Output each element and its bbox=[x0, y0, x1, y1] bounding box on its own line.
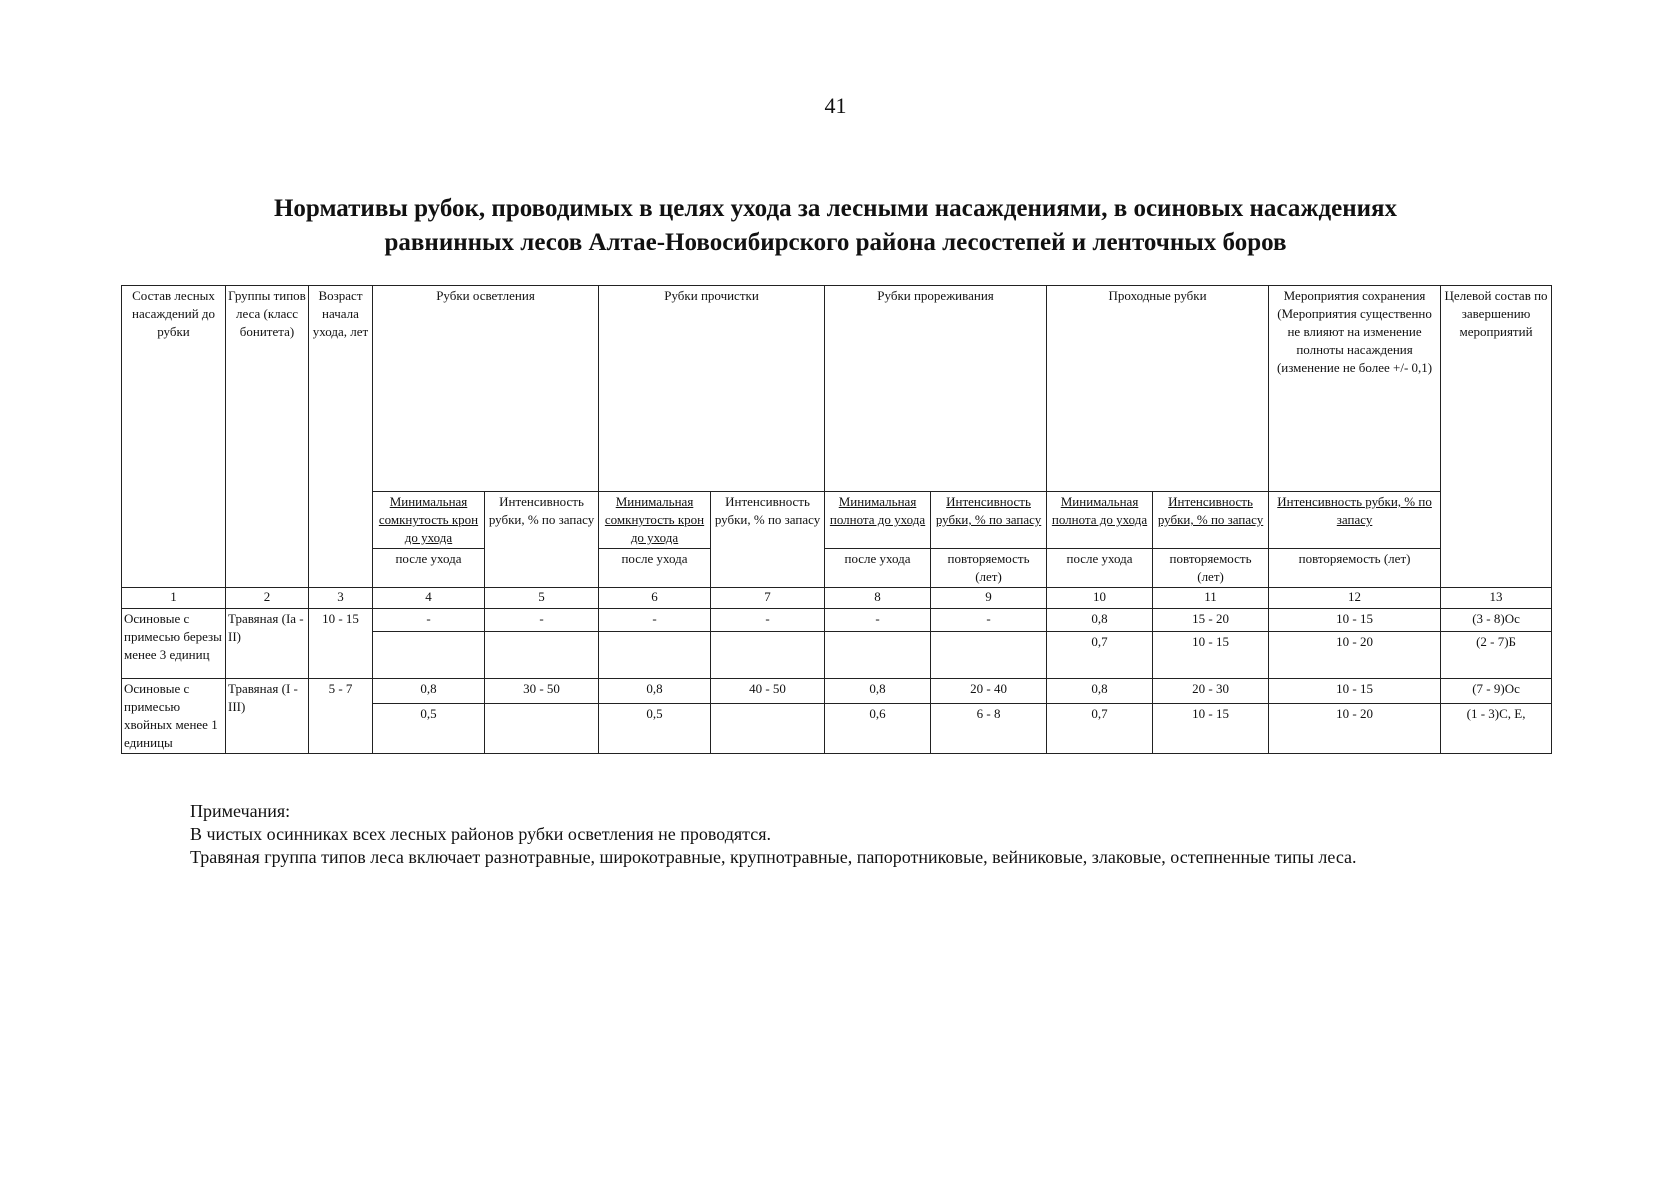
column-number: 5 bbox=[485, 588, 599, 609]
header-forest-groups: Группы типов леса (класс бонитета) bbox=[226, 286, 309, 588]
subheader-intensity: Интенсивность рубки, % по запасу bbox=[931, 492, 1047, 549]
header-passing-cuttings: Проходные рубки bbox=[1047, 286, 1269, 492]
column-number-row bbox=[122, 588, 1552, 609]
table-cell: (3 - 8)Ос bbox=[1441, 609, 1552, 632]
table-cell: - bbox=[599, 609, 711, 632]
table-cell: 0,5 bbox=[599, 703, 711, 753]
table-cell bbox=[373, 632, 485, 679]
column-number: 9 bbox=[931, 588, 1047, 609]
table-cell: 10 - 20 bbox=[1269, 703, 1441, 753]
table-cell: 0,8 bbox=[825, 679, 931, 704]
subheader-min-density: Минимальная полнота до ухода bbox=[825, 492, 931, 549]
page-number: 41 bbox=[824, 93, 847, 118]
table-cell bbox=[599, 632, 711, 679]
table-cell: 0,8 bbox=[1047, 679, 1153, 704]
subheader-min-density: Минимальная полнота до ухода bbox=[1047, 492, 1153, 549]
notes-section bbox=[190, 800, 1357, 869]
table-cell: 40 - 50 bbox=[711, 679, 825, 704]
subheader-after-care: после ухода bbox=[599, 549, 711, 588]
table-cell bbox=[485, 632, 599, 679]
table-cell: 0,8 bbox=[373, 679, 485, 704]
subheader-intensity: Интенсивность рубки, % по запасу bbox=[485, 492, 599, 588]
column-number: 12 bbox=[1269, 588, 1441, 609]
table-cell: (7 - 9)Ос bbox=[1441, 679, 1552, 704]
table-cell: 0,8 bbox=[599, 679, 711, 704]
column-number: 4 bbox=[373, 588, 485, 609]
subheader-intensity-preservation: Интенсивность рубки, % по запасу bbox=[1269, 492, 1441, 549]
column-number: 13 bbox=[1441, 588, 1552, 609]
table-cell: 0,7 bbox=[1047, 703, 1153, 753]
table-cell bbox=[931, 632, 1047, 679]
table-header-row bbox=[122, 286, 1552, 492]
title-line-1: Нормативы рубок, проводимых в целях ухода за лесными насаждениями, в осиновых насаждениях bbox=[273, 195, 1398, 222]
table-cell bbox=[825, 632, 931, 679]
subheader-repeat-years: повторяемость (лет) bbox=[1269, 549, 1441, 588]
subheader-intensity: Интенсивность рубки, % по запасу bbox=[1153, 492, 1269, 549]
header-preservation-measures: Мероприятия сохранения (Мероприятия существенно не влияют на изменение полноты насаждения (изменение не более +/- 0,1) bbox=[1269, 286, 1441, 492]
subheader-intensity: Интенсивность рубки, % по запасу bbox=[711, 492, 825, 588]
table-cell: 0,5 bbox=[373, 703, 485, 753]
row-composition: Осиновые с примесью березы менее 3 единиц bbox=[122, 609, 226, 679]
table-cell: 10 - 15 bbox=[1269, 609, 1441, 632]
subheader-min-closure: Минимальная сомкнутость крон до ухода bbox=[373, 492, 485, 549]
column-number: 3 bbox=[309, 588, 373, 609]
subheader-after-care: после ухода bbox=[1047, 549, 1153, 588]
subheader-min-closure: Минимальная сомкнутость крон до ухода bbox=[599, 492, 711, 549]
table-row bbox=[122, 679, 1552, 704]
header-start-age: Возраст начала ухода, лет bbox=[309, 286, 373, 588]
table-cell bbox=[485, 703, 599, 753]
table-cell bbox=[711, 703, 825, 753]
table-cell bbox=[711, 632, 825, 679]
column-number: 2 bbox=[226, 588, 309, 609]
table-cell: - bbox=[931, 609, 1047, 632]
header-target-composition: Целевой состав по завершению мероприятий bbox=[1441, 286, 1552, 588]
table-cell: 15 - 20 bbox=[1153, 609, 1269, 632]
header-cleaning-cuttings: Рубки прочистки bbox=[599, 286, 825, 492]
table-cell: - bbox=[485, 609, 599, 632]
note-line: В чистых осинниках всех лесных районов рубки осветления не проводятся. bbox=[190, 824, 772, 844]
notes-heading: Примечания: bbox=[190, 801, 291, 821]
row-start-age: 5 - 7 bbox=[309, 679, 373, 754]
row-start-age: 10 - 15 bbox=[309, 609, 373, 679]
row-composition: Осиновые с примесью хвойных менее 1 единицы bbox=[122, 679, 226, 754]
cutting-norms-table bbox=[121, 285, 1552, 754]
header-composition: Состав лесных насаждений до рубки bbox=[122, 286, 226, 588]
table-cell: 6 - 8 bbox=[931, 703, 1047, 753]
document-title bbox=[150, 192, 1521, 260]
table-row bbox=[122, 609, 1552, 632]
table-cell: 30 - 50 bbox=[485, 679, 599, 704]
title-line-2: равнинных лесов Алтае-Новосибирского района лесостепей и ленточных боров bbox=[384, 229, 1287, 256]
table-cell: 0,8 bbox=[1047, 609, 1153, 632]
table-cell: 10 - 20 bbox=[1269, 632, 1441, 679]
table-cell: 0,6 bbox=[825, 703, 931, 753]
table-cell: (2 - 7)Б bbox=[1441, 632, 1552, 679]
column-number: 10 bbox=[1047, 588, 1153, 609]
table-cell: 20 - 30 bbox=[1153, 679, 1269, 704]
table-cell: - bbox=[373, 609, 485, 632]
table-cell: 10 - 15 bbox=[1153, 703, 1269, 753]
header-thinning-cuttings: Рубки прореживания bbox=[825, 286, 1047, 492]
row-forest-group: Травяная (Iа - II) bbox=[226, 609, 309, 679]
table-cell: (1 - 3)С, Е, bbox=[1441, 703, 1552, 753]
subheader-repeat-years: повторяемость (лет) bbox=[931, 549, 1047, 588]
row-forest-group: Травяная (I - III) bbox=[226, 679, 309, 754]
table-cell: 10 - 15 bbox=[1153, 632, 1269, 679]
table-cell: - bbox=[711, 609, 825, 632]
table-cell: 20 - 40 bbox=[931, 679, 1047, 704]
subheader-after-care: после ухода bbox=[825, 549, 931, 588]
table-cell: - bbox=[825, 609, 931, 632]
column-number: 8 bbox=[825, 588, 931, 609]
column-number: 7 bbox=[711, 588, 825, 609]
subheader-repeat-years: повторяемость (лет) bbox=[1153, 549, 1269, 588]
subheader-after-care: после ухода bbox=[373, 549, 485, 588]
column-number: 1 bbox=[122, 588, 226, 609]
table-cell: 10 - 15 bbox=[1269, 679, 1441, 704]
note-line: Травяная группа типов леса включает разнотравные, широкотравные, крупнотравные, папоротниковые, вейниковые, злаковые, остепненные типы леса. bbox=[190, 847, 1357, 867]
column-number: 6 bbox=[599, 588, 711, 609]
column-number: 11 bbox=[1153, 588, 1269, 609]
header-lighting-cuttings: Рубки осветления bbox=[373, 286, 599, 492]
table-cell: 0,7 bbox=[1047, 632, 1153, 679]
